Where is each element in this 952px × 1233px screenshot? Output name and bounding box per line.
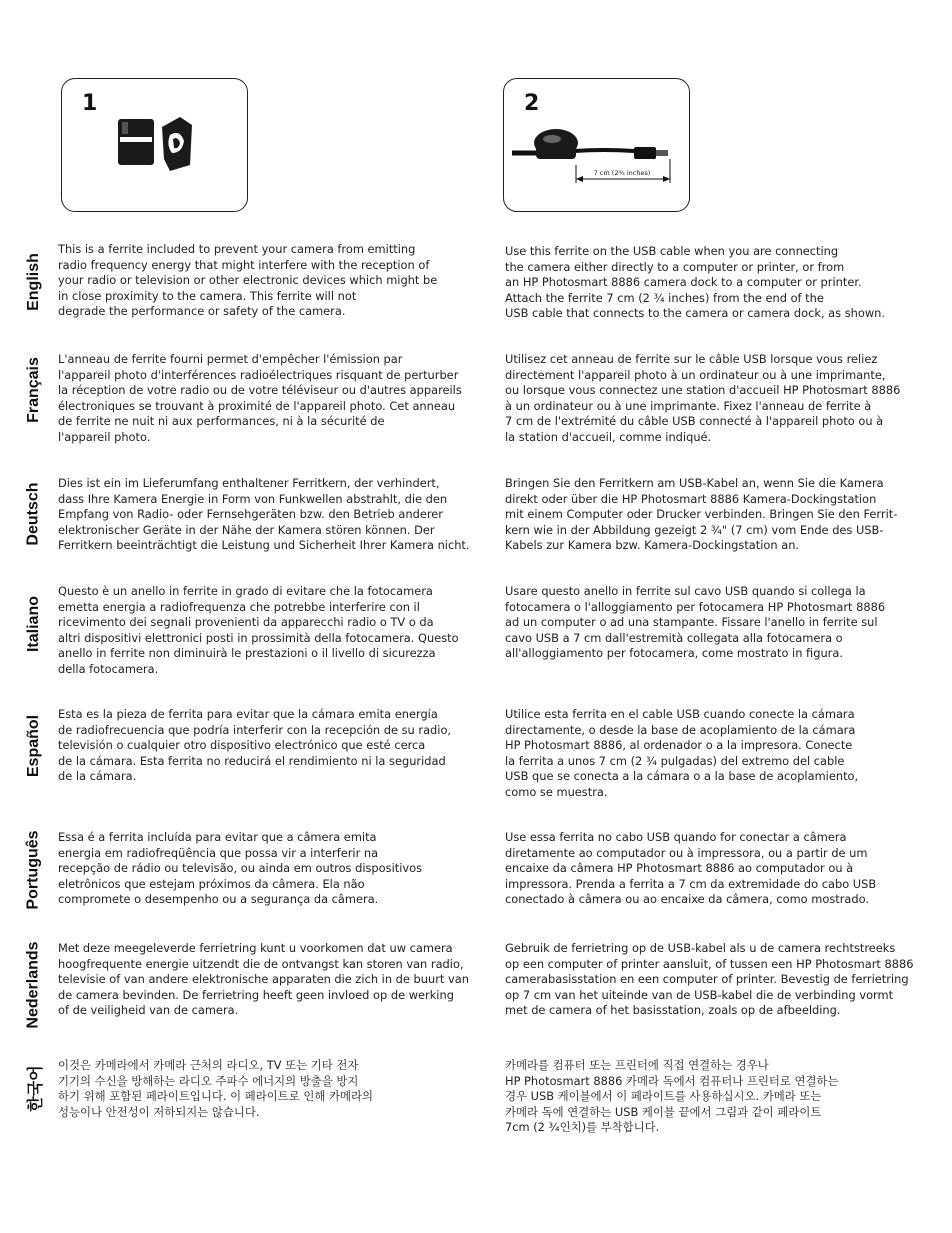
language-label-nederlands: Nederlands bbox=[25, 941, 43, 1029]
figure-number: 2 bbox=[524, 91, 540, 116]
paragraph-nederlands-right: Gebruik de ferrietring op de USB-kabel als u de camera rechtstreeks op een computer of printer aansluit, of tussen een HP Photosmart 8886 camerabasisstation en een computer of printer. Bevestig de ferrietring op 7 cm van het uiteinde van de USB-kabel die de verbinding vormt met de camera of het basisstation, zoals op de afbeelding. bbox=[505, 941, 914, 1017]
paragraph-italiano-right: Usare questo anello in ferrite sul cavo USB quando si collega la fotocamera o l'alloggiamento per fotocamera HP Photosmart 8886 ad un computer o ad una stampante. Fissare l'anello in ferrite sul cavo USB a 7 cm dall'estremità collegata alla fotocamera o all'alloggiamento per fotocamera, come mostrato in figura. bbox=[505, 584, 886, 660]
paragraph-portugues-left: Essa é a ferrita incluída para evitar que a câmera emita energia em radiofreqüência que possa vir a interferir na recepção de rádio ou televisão, ou ainda em outros dispositivos eletrônicos que estejam próximos da câmera. Ela não compromete o desempenho ou a segurança da câmera. bbox=[58, 830, 423, 906]
language-label-italiano: Italiano bbox=[25, 595, 43, 653]
figure-1-ferrite bbox=[61, 78, 248, 212]
paragraph-english-right: Use this ferrite on the USB cable when you are connecting the camera either directly to a computer or printer, or from an HP Photosmart 8886 camera dock to a computer or printer. Attach the ferrite 7 cm (2 ¾ inches) from the end of the USB cable that connects to the camera or camera dock, as shown. bbox=[505, 244, 886, 320]
language-label-francais: Français bbox=[25, 357, 42, 423]
paragraph-english-left: This is a ferrite included to prevent your camera from emitting radio frequency energy that might interfere with the reception of your radio or television or other electronic devices which might be in close proximity to the camera. This ferrite will not degrade the performance or safety of the camera. bbox=[58, 242, 438, 318]
paragraph-espanol-right: Utilice esta ferrita en el cable USB cuando conecte la cámara directamente, o desde la base de acoplamiento de la cámara HP Photosmart 8886, al ordenador o a la impresora. Conecte la ferrita a unos 7 cm (2 ¾ pulgadas) del extremo del cable USB que se conecta a la cámara o a la base de acoplamiento, como se muestra. bbox=[505, 707, 859, 799]
language-label-espanol: Español bbox=[25, 714, 43, 778]
language-label-portugues: Português bbox=[25, 830, 42, 910]
dimension-label: 7 cm (2¾ inches) bbox=[593, 169, 651, 177]
ferrite-core-illustration bbox=[62, 79, 249, 213]
paragraph-portugues-right: Use essa ferrita no cabo USB quando for conectar a câmera diretamente ao computador ou à impressora, ou a partir de um encaixe da câmera HP Photosmart 8886 ao computador ou à impressora. Prenda a ferrita a 7 cm da extremidade do cabo USB conectado à câmera ou ao encaixe da câmera, como mostrado. bbox=[505, 830, 877, 906]
paragraph-italiano-left: Questo è un anello in ferrite in grado di evitare che la fotocamera emetta energia a radiofrequenza che potrebbe interferire con il ricevimento dei segnali provenienti da apparecchi radio o TV o da altri dispositivi elettronici posti in prossimità della fotocamera. Questo anello in ferrite non diminuirà le prestazioni o il livello di sicurezza della fotocamera. bbox=[58, 584, 459, 676]
figure-number: 1 bbox=[82, 91, 98, 116]
language-label-english: English bbox=[25, 253, 42, 311]
ferrite-open-half bbox=[162, 117, 192, 171]
paragraph-deutsch-left: Dies ist ein im Lieferumfang enthaltener Ferritkern, der verhindert, dass Ihre Kamera Energie in Form von Funkwellen abstrahlt, die den Empfang von Radio- oder Fernsehgeräten bzw. den Betrieb anderer elektronischer Geräte in der Nähe der Kamera stören können. Der Ferritkern beeinträchtigt die Leistung und Sicherheit Ihrer Kamera nicht. bbox=[58, 476, 470, 552]
figure-2-cable-ferrite bbox=[503, 78, 690, 212]
paragraph-nederlands-left: Met deze meegeleverde ferrietring kunt u voorkomen dat uw camera hoogfrequente energie uitzendt die de ontvangst kan storen van radio, televisie of van andere elektronische apparaten die zich in de buurt van de camera bevinden. De ferrietring heeft geen invloed op de werking of de veiligheid van de camera. bbox=[58, 941, 469, 1017]
paragraph-korean-left: 이것은 카메라에서 카메라 근처의 라디오, TV 또는 기타 전자 기기의 수신을 방해하는 라디오 주파수 에너지의 방출을 방지 하기 위해 포함된 페라이트입니다. 이 페라이트로 인해 카메라의 성능이나 안전성이 저하되지는 않습니다. bbox=[58, 1058, 374, 1119]
paragraph-korean-right: 카메라를 컴퓨터 또는 프린터에 직접 연결하는 경우나 HP Photosmart 8886 카메라 독에서 컴퓨터나 프린터로 연결하는 경우 USB 케이블에서 이 페라이트를 사용하십시오. 카메라 또는 카메라 독에 연결하는 USB 케이블 끝에서 그림과 같이 페라이트 7cm (2 ¾인치)를 부착합니다. bbox=[505, 1058, 839, 1134]
ferrite-closed-half bbox=[118, 119, 154, 165]
paragraph-francais-right: Utilisez cet anneau de ferrite sur le câble USB lorsque vous reliez directement l'appareil photo à un ordinateur ou à une imprimante, ou lorsque vous connectez une station d'accueil HP Photosmart 8886 à un ordinateur ou à une imprimante. Fixez l'anneau de ferrite à 7 cm de l'extrémité du câble USB connecté à l'appareil photo ou à la station d'accueil, comme indiqué. bbox=[505, 352, 901, 444]
usb-cable bbox=[512, 147, 668, 159]
paragraph-deutsch-right: Bringen Sie den Ferritkern am USB-Kabel an, wenn Sie die Kamera direkt oder über die HP Photosmart 8886 Kamera-Dockingstation mit einem Computer oder Drucker verbinden. Bringen Sie den Ferrit- kern wie in der Abbildung gezeigt 2 ¾" (7 cm) vom Ende des USB- Kabels zur Kamera bzw. Kamera-Dockingstation an. bbox=[505, 476, 898, 552]
language-label-korean: 한국어 bbox=[27, 1064, 45, 1112]
ferrite-on-cable bbox=[534, 129, 578, 159]
paragraph-espanol-left: Esta es la pieza de ferrita para evitar que la cámara emita energía de radiofrecuencia que podría interferir con la recepción de su radio, televisión o cualquier otro dispositivo electrónico que esté cerca de la cámara. Esta ferrita no reducirá el rendimiento ni la seguridad de la cámara. bbox=[58, 707, 452, 783]
usb-cable-illustration bbox=[504, 79, 691, 213]
language-label-deutsch: Deutsch bbox=[25, 482, 42, 546]
paragraph-francais-left: L'anneau de ferrite fourni permet d'empêcher l'émission par l'appareil photo d'interférences radioélectriques risquant de perturber la réception de votre radio ou de votre téléviseur ou d'autres appareils électroniques se trouvant à proximité de l'appareil photo. Cet anneau de ferrite ne nuit ni aux performances, ni à la sécurité de l'appareil photo. bbox=[58, 352, 462, 444]
